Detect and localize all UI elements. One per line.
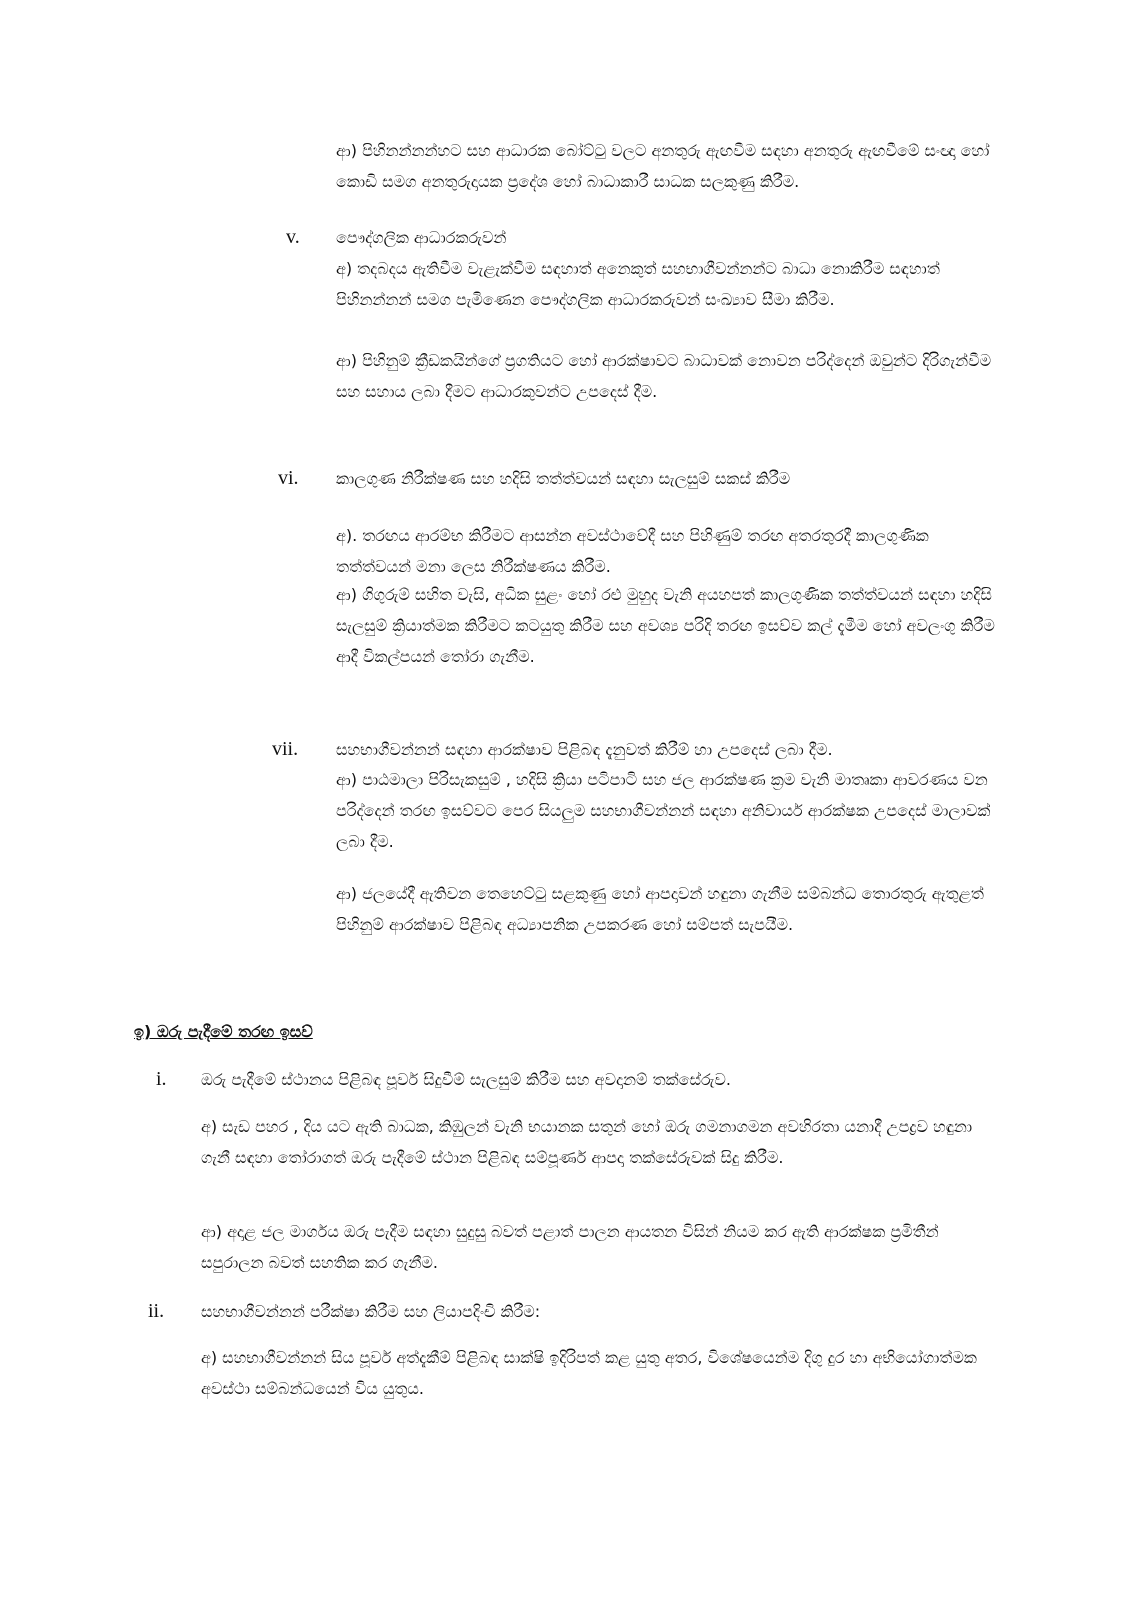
item-vi-title: කාලගුණ නිරීක්ෂණ සහ හදිසි තත්ත්වයන් සඳහා සැලසුම් සකස් කිරීම	[336, 469, 791, 488]
section-heading-canoe-events: ඉ) ඔරු පැදීමේ තරඟ ඉසව්	[134, 1022, 313, 1041]
item-ii-title: සහභාගීවන්නන් පරීක්ෂා කිරීම සහ ලියාපදිංචි කිරීම:	[201, 1302, 541, 1321]
item-vi-sub-a: අ). තරඟය ආරම්භ කිරීමට ආසන්න අවස්ථාවේදී සහ පිහිණුම් තරඟ අතරතුරදී කාලගුණික තත්ත්වයන් මනා ලෙස නිරීක්ෂණය කිරීම.	[336, 526, 929, 576]
item-vii-sub-a: ආ) පාඨමාලා පිරිසැකසුම් , හදිසි ක්‍රියා පටිපාටි සහ ජල ආරක්ෂණ ක්‍රම වැනි මාතෘකා ආවරණය වන පරිද්දෙන් තරඟ ඉසව්වට පෙර සියලුම සහභාගීවන්නන් සඳහා අනිවාර්ය ආරක්ෂක උපදෙස් මාලාවක් ලබා දීම.	[336, 770, 991, 851]
item-v-title: පෞද්ගලික ආධාරකරුවන්	[336, 228, 507, 247]
item-v-sub-a: අ) තදබදය ඇතිවීම වැළැක්වීම සඳහාත් අනෙකුත් සහභාගීවන්නන්ට බාධා නොකිරීම සඳහාත් පිහිනන්නන් සමග පැමිණෙන පෞද්ගලික ආධාරකරුවන් සංඛ්‍යාව සීමා කිරීම.	[336, 259, 940, 309]
item-v-sub-b: ආ) පිහිනුම් ක්‍රීඩකයින්ගේ ප්‍රගතියට හෝ ආරක්ෂාවට බාධාවක් නොවන පරිද්දෙන් ඔවුන්ට දිරිගැන්වීම සහ සහාය ලබා දීමට ආධාරකුවන්ට උපදෙස් දීම.	[336, 351, 992, 401]
item-iv-sub-b: ආ) පිහිනන්නන්හට සහ ආධාරක බෝට්ටු වලට අනතුරු ඇඟවීම සඳහා අනතුරු ඇඟවීමේ සංඥා හෝ කොඩි සමග අනතුරුදායක ප්‍රදේශ හෝ බාධාකාරී සාධක සලකුණු කිරීම.	[336, 141, 990, 191]
item-v-number: v.	[286, 226, 300, 248]
item-vii-sub-b: ආ) ජලයේදී ඇතිවන තෙහෙට්ටු සළකුණු හෝ ආපදාවන් හඳුනා ගැනීම සම්බන්ධ තොරතුරු ඇතුළත් පිහිනුම් ආරක්ෂාව පිළිබඳ අධ්‍යාපනික උපකරණ හෝ සම්පත් සැපයීම.	[336, 884, 984, 934]
item-vii-title: සහභාගීවන්නන් සඳහා ආරක්ෂාව පිළිබඳ දැනුවත් කිරීම් හා උපදෙස් ලබා දීම.	[336, 740, 833, 759]
item-i-number: i.	[156, 1068, 167, 1090]
item-i-title: ඔරු පැදීමේ ස්ථානය පිළිබඳ පූර්ව සිදුවීම් සැලසුම් කිරීම සහ අවදානම් තක්සේරුව.	[201, 1070, 731, 1089]
item-i-sub-a: අ) සැඩ පහර , දිය යට ඇති බාධක, කිඹුලන් වැනි භයානක සතුන් හෝ ඔරු ගමනාගමන අවහිරතා යනාදී උපද්‍රව හඳුනා ගැනී සඳහා තෝරාගත් ඔරු පැදීමේ ස්ථාන පිළිබඳ සම්පූර්ණ ආපදා තක්සේරුවක් සිදු කිරීම.	[201, 1117, 973, 1167]
item-ii-sub-a: අ) සහභාගීවන්නන් සිය පූර්ව අත්දැකීම් පිළිබඳ සාක්ෂි ඉදිරිපත් කළ යුතු අතර, විශේෂයෙන්ම දිගු දුර හා අභියෝගාත්මක අවස්ථා සම්බන්ධයෙන් විය යුතුය.	[201, 1348, 977, 1398]
item-ii-number: ii.	[148, 1300, 165, 1322]
item-vii-number: vii.	[272, 738, 299, 760]
item-i-sub-b: ආ) අදාළ ජල මාර්ගය ඔරු පැදීම සඳහා සුදුසු බවත් පළාත් පාලන ආයතන විසින් නියම කර ඇති ආරක්ෂක ප්‍රමිතීන් සපුරාලන බවත් සහතික කර ගැනීම.	[201, 1222, 939, 1272]
item-vi-number: vi.	[278, 467, 299, 489]
item-vi-sub-b: ආ) ගිගුරුම් සහිත වැසි, අධික සුළං හෝ රළු මුහුද වැනි අයහපත් කාලගුණික තත්ත්වයන් සඳහා හදිසි සැලසුම් ක්‍රියාත්මක කිරීමට කටයුතු කිරීම සහ අවශ්‍ය පරිදි තරඟ ඉසව්ව කල් දැමීම හෝ අවලංගු කිරීම ආදී විකල්පයන් තෝරා ගැනීම.	[336, 585, 995, 666]
